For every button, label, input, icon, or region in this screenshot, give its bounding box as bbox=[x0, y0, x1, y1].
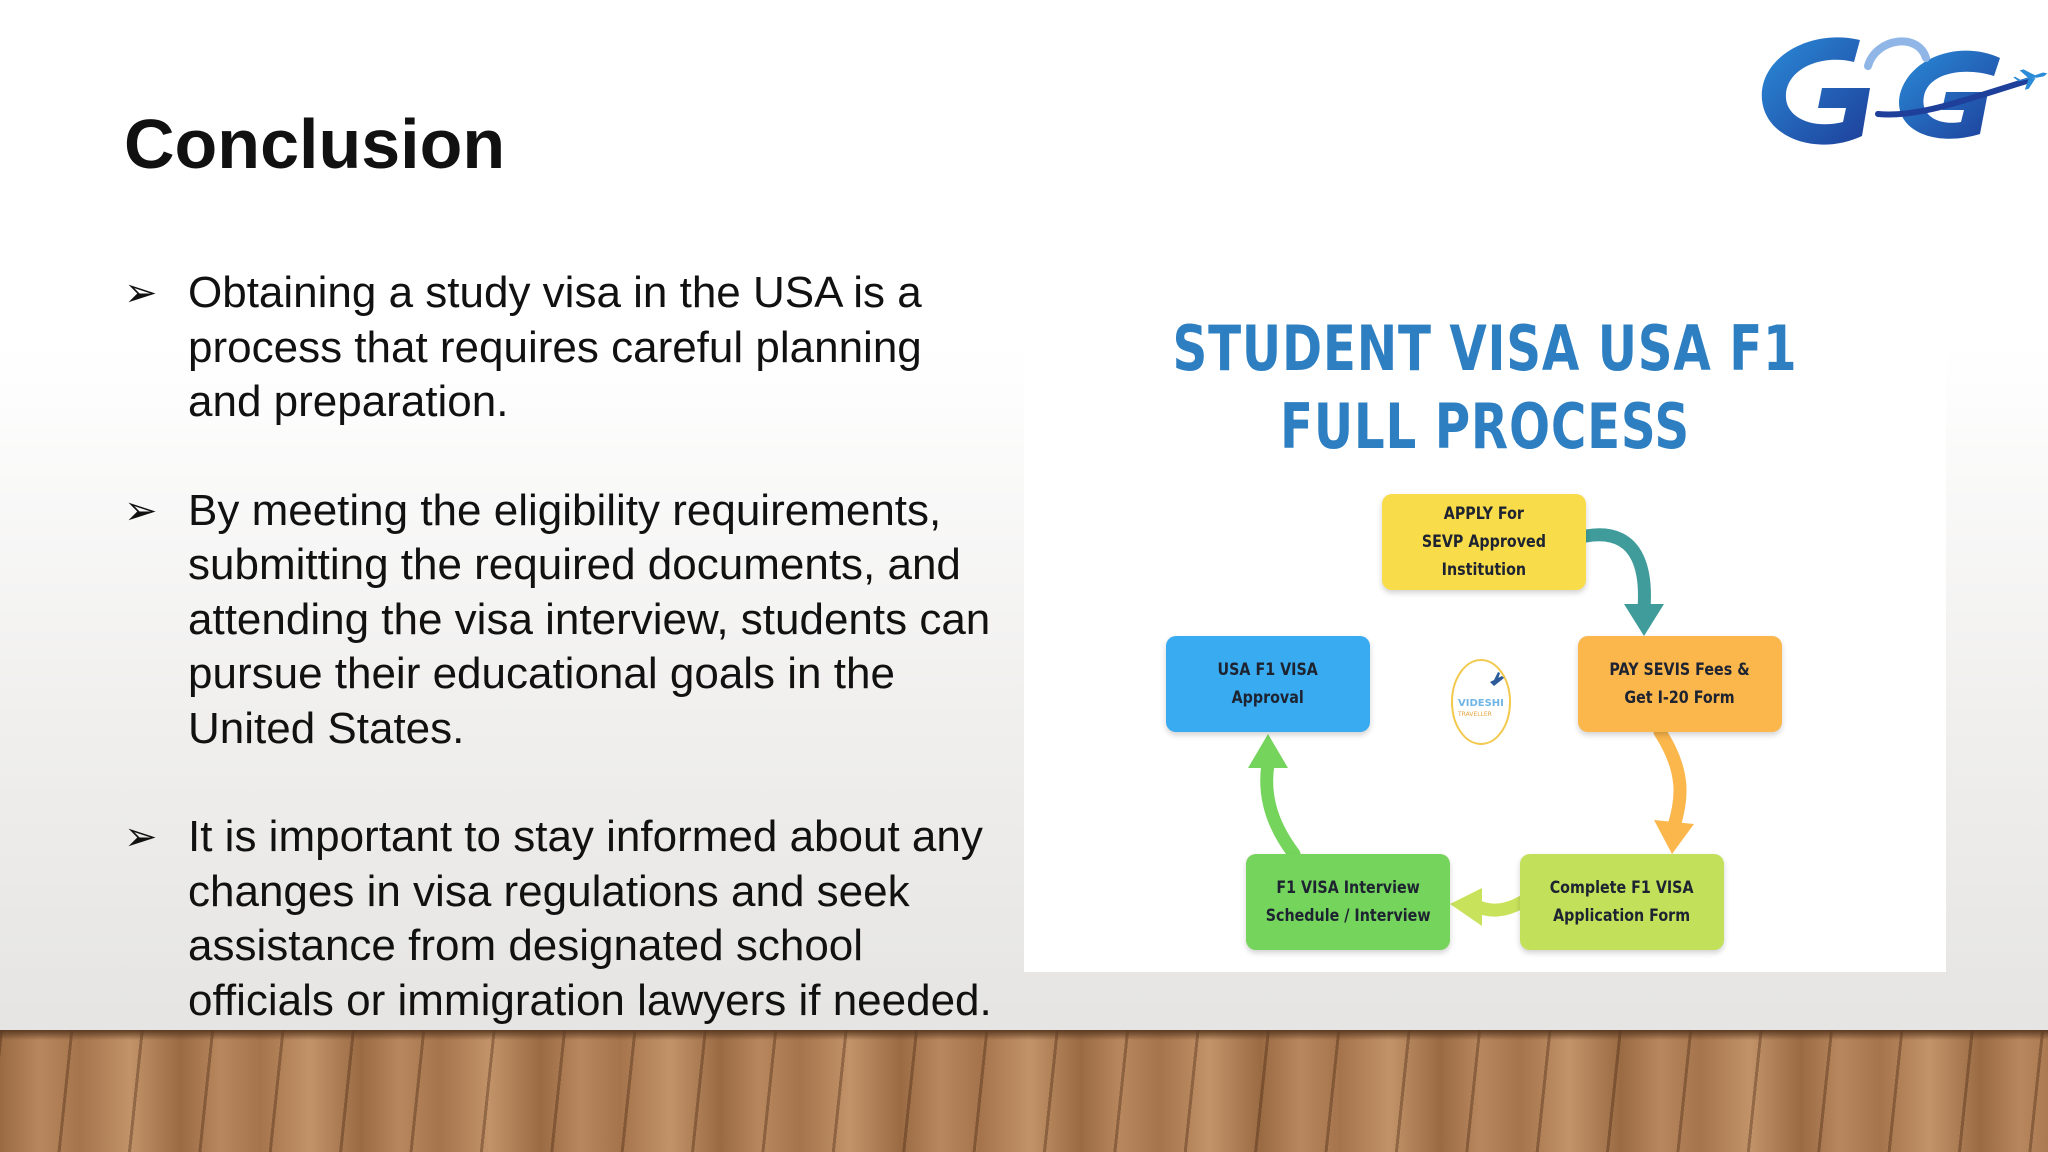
step-label: PAY SEVIS Fees & Get I-20 Form bbox=[1609, 660, 1751, 708]
airplane-icon bbox=[2012, 64, 2048, 92]
arrowhead-lime-icon bbox=[1450, 888, 1482, 926]
step-complete-application-form bbox=[1520, 854, 1724, 950]
bullet-item bbox=[124, 266, 1004, 430]
videshi-traveller-badge bbox=[1450, 658, 1512, 746]
bullet-text: It is important to stay informed about any changes in visa regulations and seek assistance from designated school officials or immigration lawyers if needed. bbox=[188, 812, 992, 1025]
step-visa-interview bbox=[1246, 854, 1450, 950]
f1-visa-process-infographic bbox=[1024, 290, 1946, 972]
infographic-title-line2: FULL PROCESS bbox=[1280, 390, 1690, 463]
bullet-text: Obtaining a study visa in the USA is a process that requires careful planning and preparation. bbox=[188, 268, 922, 426]
bullet-item bbox=[124, 484, 1004, 757]
arrow-step3-to-step4 bbox=[1476, 902, 1522, 910]
bullet-list bbox=[124, 266, 1004, 1082]
step-pay-sevis-fees bbox=[1578, 636, 1782, 732]
step-visa-approval bbox=[1166, 636, 1370, 732]
arrowhead-teal-icon bbox=[1624, 604, 1664, 636]
arrow-step4-to-step5 bbox=[1267, 764, 1294, 854]
step-label: F1 VISA Interview Schedule / Interview bbox=[1265, 878, 1431, 926]
company-logo bbox=[1750, 18, 2048, 158]
arrowhead-green-icon bbox=[1248, 734, 1288, 768]
arrowhead-orange-icon bbox=[1654, 820, 1694, 854]
step-label: Complete F1 VISA Application Form bbox=[1550, 878, 1694, 926]
process-arrows bbox=[1024, 290, 1946, 972]
step-apply-sevp-institution bbox=[1382, 494, 1586, 590]
bullet-item bbox=[124, 810, 1004, 1028]
step-label: APPLY For SEVP Approved Institution bbox=[1421, 504, 1547, 580]
badge-line1: VIDESHI bbox=[1458, 698, 1504, 709]
bullet-text: By meeting the eligibility requirements, submitting the required documents, and attending the visa interview, students can pursue their educational goals in the United States. bbox=[188, 485, 991, 753]
step-label: USA F1 VISA Approval bbox=[1217, 660, 1319, 708]
arrowhead-bullet-icon: ➢ bbox=[124, 270, 158, 316]
arrowhead-bullet-icon: ➢ bbox=[124, 487, 158, 534]
slide-title: Conclusion bbox=[124, 105, 506, 183]
arrow-step1-to-step2 bbox=[1586, 535, 1644, 608]
arrowhead-bullet-icon: ➢ bbox=[124, 814, 158, 860]
arrow-step2-to-step3 bbox=[1660, 732, 1680, 826]
badge-line2: TRAVELLER bbox=[1458, 711, 1492, 718]
infographic-title-line1: STUDENT VISA USA F1 bbox=[1172, 312, 1798, 385]
